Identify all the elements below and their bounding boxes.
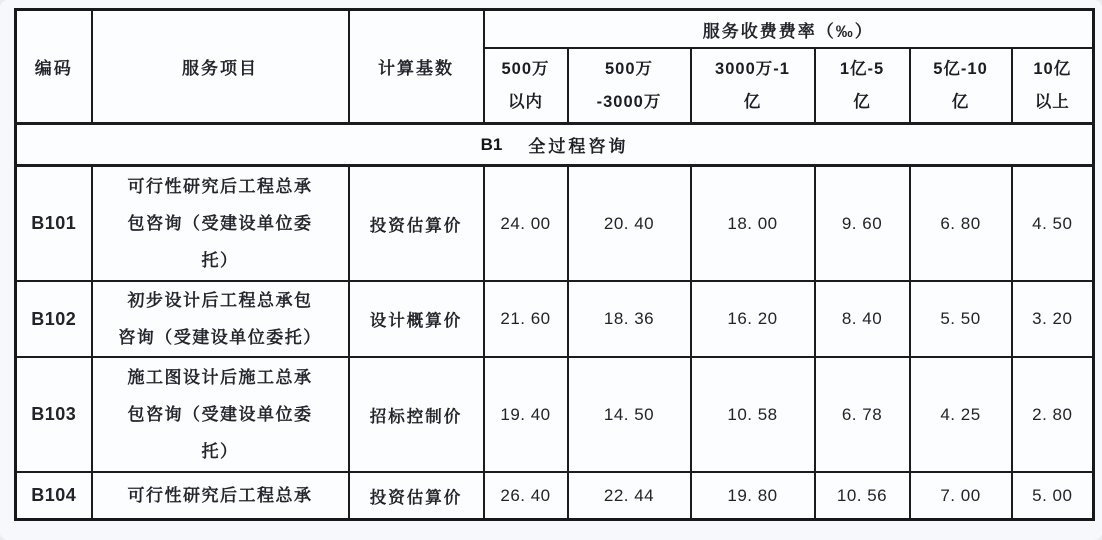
rate-cell: 18. 00 xyxy=(691,166,815,282)
rate-cell: 5. 00 xyxy=(1012,472,1094,520)
rate-cell: 21. 60 xyxy=(484,281,568,357)
rate-cell: 6. 80 xyxy=(910,166,1012,282)
section-cell xyxy=(16,124,1094,166)
range-line1: 500万 xyxy=(501,59,550,78)
range-line2: 亿 xyxy=(951,92,970,111)
row-calc-base: 投资估算价 xyxy=(349,166,484,282)
service-line: 包咨询（受建设单位委 xyxy=(127,214,313,233)
fee-rate-table xyxy=(14,8,1095,521)
header-code-cell: 编码 xyxy=(16,10,92,124)
row-service xyxy=(92,281,349,357)
service-line: 咨询（受建设单位委托） xyxy=(118,328,322,347)
row-service xyxy=(92,472,349,520)
table-row-b104 xyxy=(16,472,1094,520)
section-title: 全过程咨询 xyxy=(528,137,629,156)
row-code: B102 xyxy=(16,281,92,357)
rate-cell: 10. 58 xyxy=(691,357,815,472)
rate-cell: 14. 50 xyxy=(568,357,691,472)
range-line2: 亿 xyxy=(743,92,762,111)
range-line1: 1亿-5 xyxy=(839,59,885,78)
header-service-cell: 服务项目 xyxy=(92,10,349,124)
row-calc-base: 投资估算价 xyxy=(349,472,484,520)
rate-cell: 20. 40 xyxy=(568,166,691,282)
rate-cell: 18. 36 xyxy=(568,281,691,357)
service-line: 初步设计后工程总承包 xyxy=(127,291,313,310)
header-base-cell: 计算基数 xyxy=(349,10,484,124)
rate-cell: 3. 20 xyxy=(1012,281,1094,357)
rate-cell: 2. 80 xyxy=(1012,357,1094,472)
row-service xyxy=(92,357,349,472)
row-calc-base: 设计概算价 xyxy=(349,281,484,357)
rate-cell: 19. 80 xyxy=(691,472,815,520)
rate-cell: 26. 40 xyxy=(484,472,568,520)
service-line: 施工图设计后施工总承 xyxy=(127,368,313,387)
rate-cell: 19. 40 xyxy=(484,357,568,472)
rate-cell: 24. 00 xyxy=(484,166,568,282)
row-calc-base: 招标控制价 xyxy=(349,357,484,472)
service-line: 可行性研究后工程总承 xyxy=(127,486,313,505)
service-line: 包咨询（受建设单位委 xyxy=(127,405,313,424)
header-range-10y-over xyxy=(1012,48,1094,124)
service-line: 托） xyxy=(201,442,239,461)
header-range-5y-10y xyxy=(910,48,1012,124)
header-range-1y-5y xyxy=(815,48,910,124)
rate-cell: 8. 40 xyxy=(815,281,910,357)
section-row-b1 xyxy=(16,124,1094,166)
table-row-b102 xyxy=(16,281,1094,357)
rate-cell: 9. 60 xyxy=(815,166,910,282)
rate-cell: 6. 78 xyxy=(815,357,910,472)
table-row-b101 xyxy=(16,166,1094,282)
rate-cell: 16. 20 xyxy=(691,281,815,357)
range-line1: 10亿 xyxy=(1033,59,1072,78)
header-rate-group-cell: 服务收费费率（‰） xyxy=(484,10,1094,49)
range-line1: 3000万-1 xyxy=(715,59,790,78)
range-line2: 以内 xyxy=(508,92,543,111)
rate-cell: 4. 50 xyxy=(1012,166,1094,282)
range-line2: -3000万 xyxy=(596,92,662,111)
header-range-3000w-1y xyxy=(691,48,815,124)
rate-cell: 7. 00 xyxy=(910,472,1012,520)
rate-cell: 10. 56 xyxy=(815,472,910,520)
range-line1: 5亿-10 xyxy=(933,59,988,78)
range-line1: 500万 xyxy=(604,59,654,78)
rate-cell: 4. 25 xyxy=(910,357,1012,472)
service-line: 托） xyxy=(201,251,239,270)
header-row-group xyxy=(16,10,1094,49)
table-row-b103 xyxy=(16,357,1094,472)
header-range-500w-3000w xyxy=(568,48,691,124)
row-code: B101 xyxy=(16,166,92,282)
row-service xyxy=(92,166,349,282)
service-line: 可行性研究后工程总承 xyxy=(127,177,313,196)
header-range-500w-under xyxy=(484,48,568,124)
row-code: B104 xyxy=(16,472,92,520)
rate-cell: 22. 44 xyxy=(568,472,691,520)
range-line2: 亿 xyxy=(853,92,871,111)
section-label xyxy=(17,125,1092,164)
row-code: B103 xyxy=(16,357,92,472)
section-code: B1 xyxy=(480,134,503,154)
range-line2: 以上 xyxy=(1034,92,1070,111)
rate-cell: 5. 50 xyxy=(910,281,1012,357)
